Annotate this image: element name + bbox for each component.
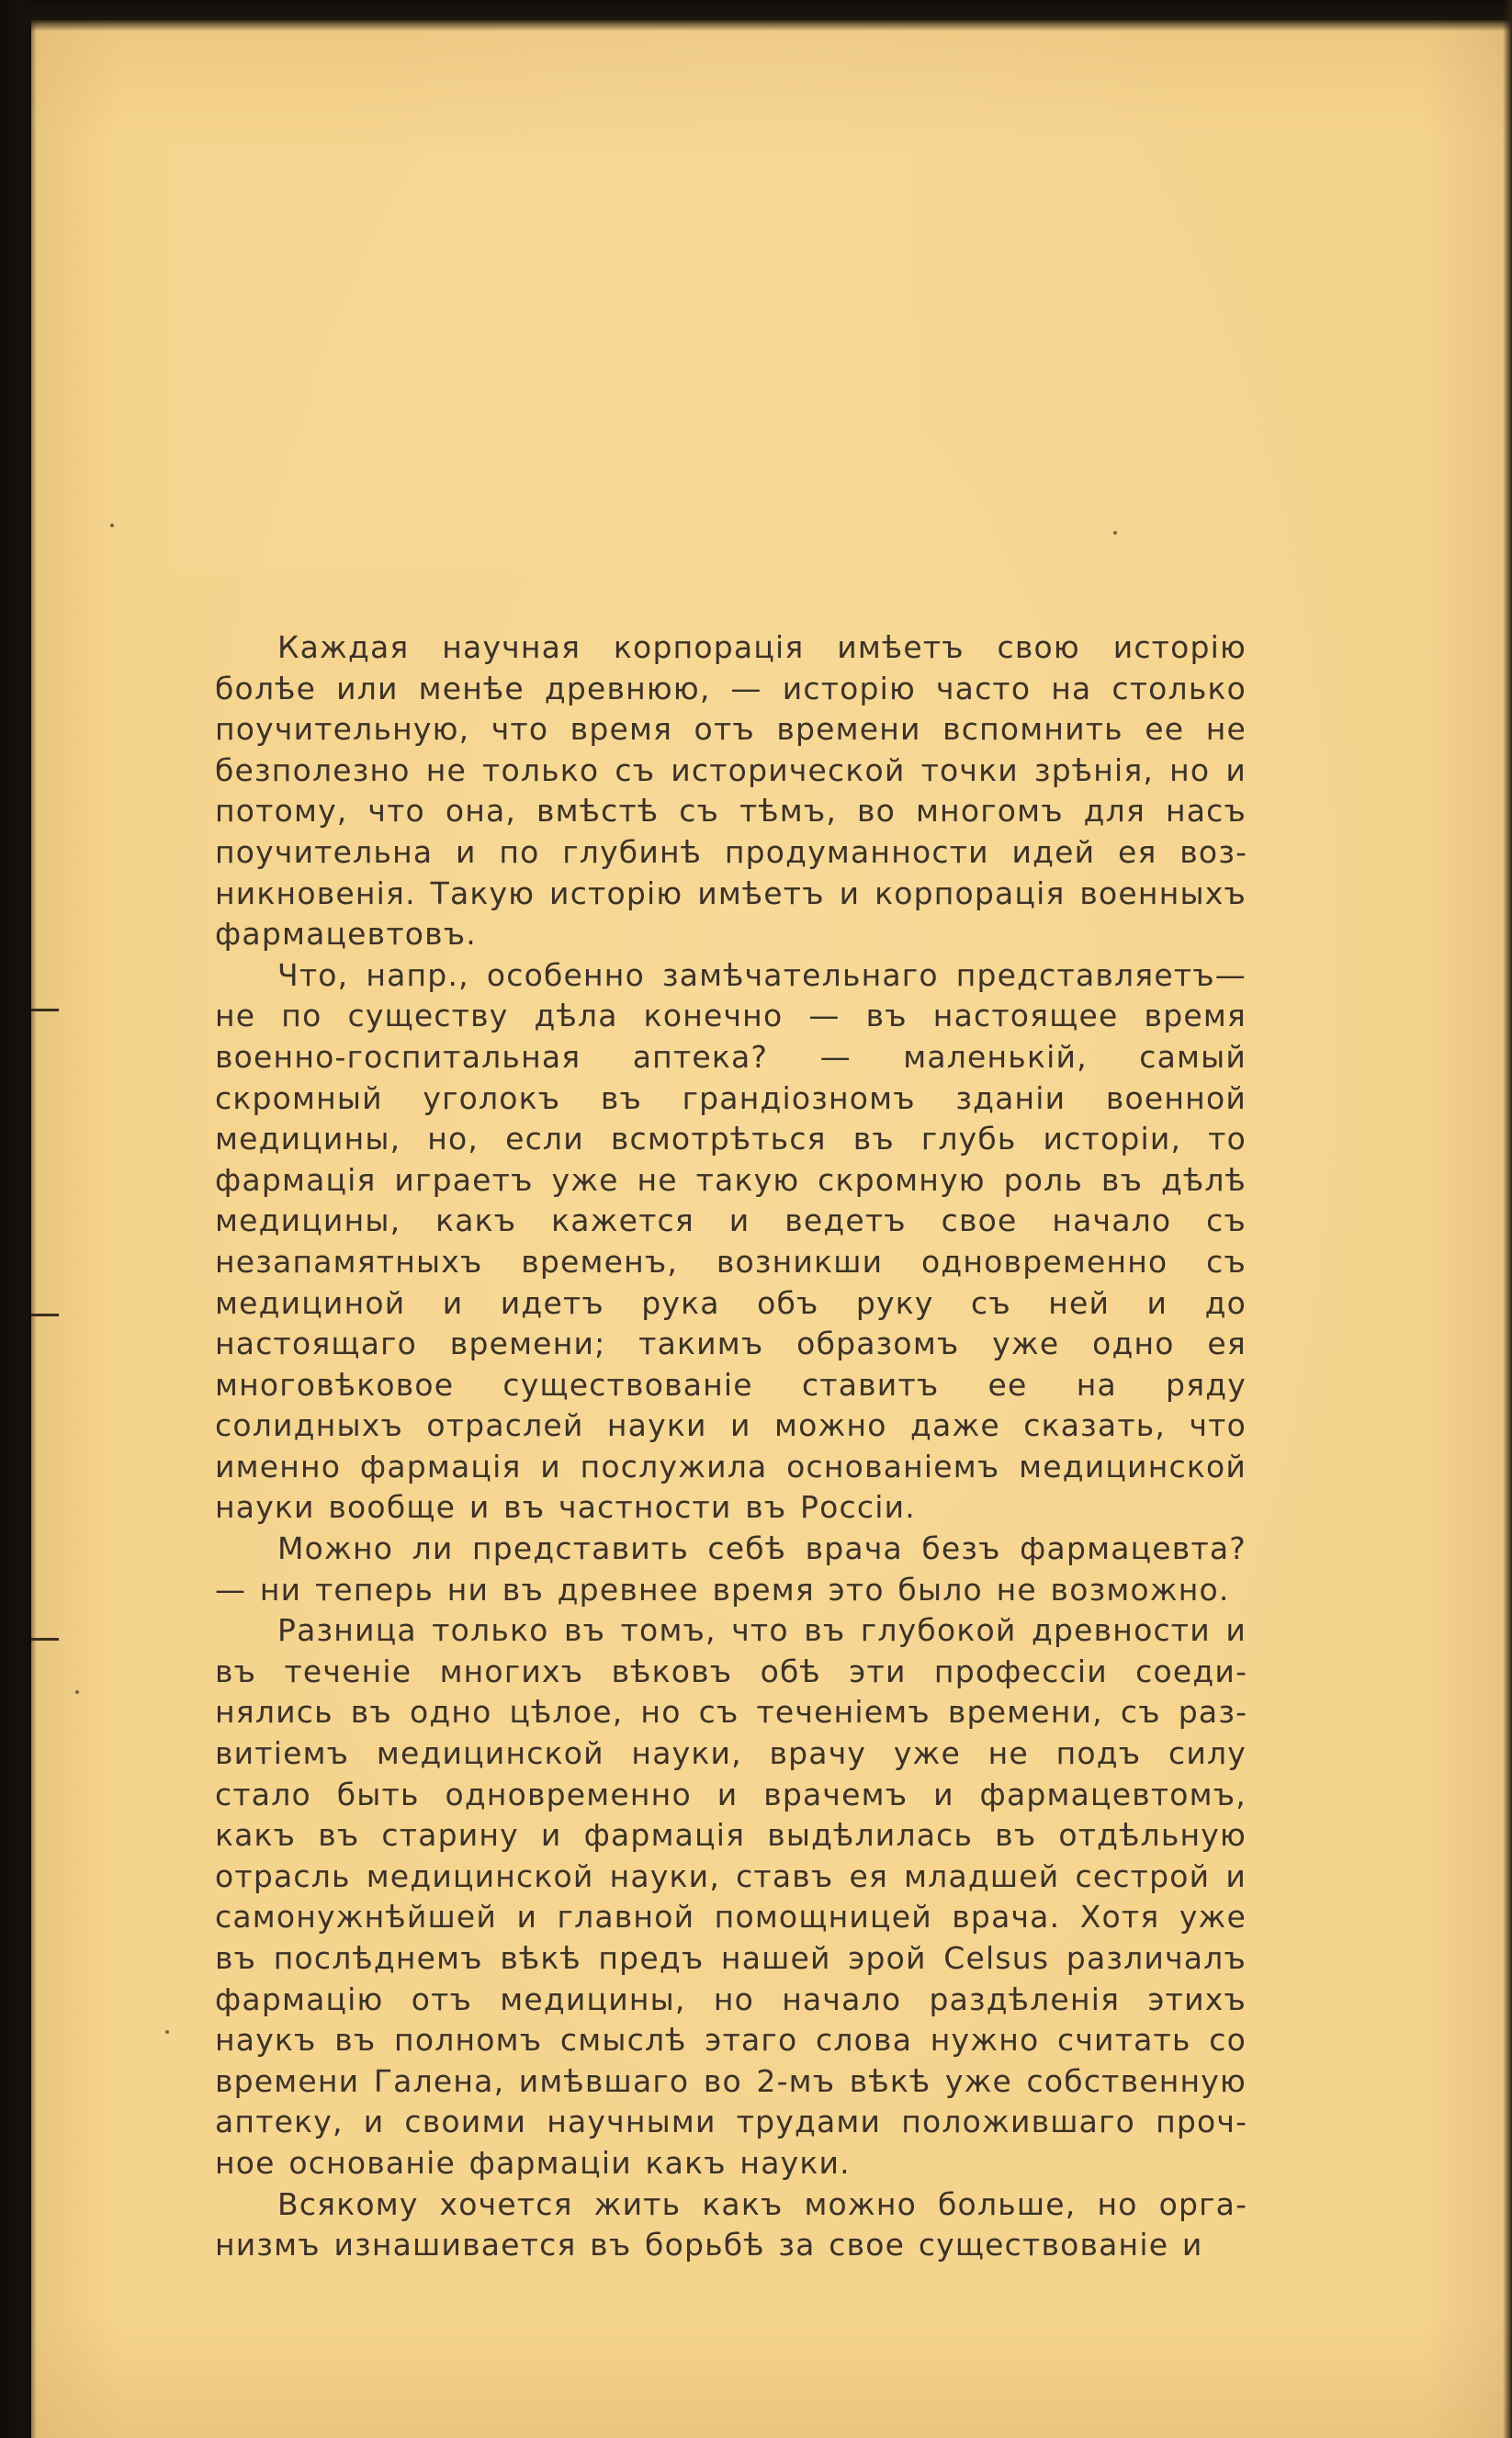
paragraph: Разница только въ томъ, что въ глубокой древности и въ теченіе многихъ вѣковъ обѣ эти профессіи соединялись въ одно цѣлое, но съ теченіемъ времени, съ развитіемъ медицинской науки, врачу уже не подъ силу стало быть одновременно и врачемъ и фармацевтомъ, какъ въ старину и фармація выдѣлилась въ отдѣльную отрасль медицинской науки, ставъ ея младшей сестрой и самонужнѣйшей и главной помощницей врача. Хотя уже въ послѣднемъ вѣкѣ предъ нашей эрой Celsus различалъ фармацію отъ медицины, но начало раздѣленія этихъ наукъ въ полномъ смыслѣ этаго слова нужно считать со времени Галена, имѣвшаго во 2-мъ вѣкѣ уже собственную аптеку, и своими научными трудами положившаго прочное основаніе фармаціи какъ науки.	[215, 1612, 1247, 2181]
margin-mark	[31, 1314, 59, 1316]
paper-speck	[1113, 531, 1117, 535]
paper-speck	[110, 524, 114, 527]
body-text	[215, 627, 1247, 2266]
scan-right-edge	[1503, 0, 1512, 2438]
paragraph: Всякому хочется жить какъ можно больше, но организмъ изнашивается въ борьбѣ за свое существованіе и	[215, 2185, 1247, 2263]
paper-speck	[165, 2030, 169, 2034]
paragraph: Можно ли представить себѣ врача безъ фармацевта? — ни теперь ни въ древнее время это было не возможно.	[215, 1530, 1247, 1608]
blank-area	[175, 147, 917, 570]
margin-mark	[31, 1638, 59, 1641]
paragraph: Каждая научная корпорація имѣетъ свою исторію болѣе или менѣе древнюю, — исторію часто на столько поучительную, что время отъ времени вспомнить ее не безполезно не только съ исторической точки зрѣнія, но и потому, что она, вмѣстѣ съ тѣмъ, во многомъ для насъ поучительна и по глубинѣ продуманности идей ея возникновенія. Такую исторію имѣетъ и корпорація военныхъ фармацевтовъ.	[215, 629, 1247, 953]
scan-left-edge	[0, 0, 37, 2438]
paragraph: Что, напр., особенно замѣчательнаго представляетъ— не по существу дѣла конечно — въ настоящее время военно-госпитальная аптека? — маленькій, самый скромный уголокъ въ грандіозномъ зданіи военной медицины, но, если всмотрѣться въ глубь исторіи, то фармація играетъ уже не такую скромную роль въ дѣлѣ медицины, какъ кажется и ведетъ свое начало съ незапамятныхъ временъ, возникши одновременно съ медициной и идетъ рука объ руку съ ней и до настоящаго времени; такимъ образомъ уже одно ея многовѣковое существованіе ставитъ ее на ряду солидныхъ отраслей науки и можно даже сказать, что именно фармація и послужила основаніемъ медицинской науки вообще и въ частности въ Россіи.	[215, 956, 1247, 1526]
paper-speck	[75, 1690, 79, 1694]
margin-mark	[31, 1009, 59, 1011]
scan-top-edge	[0, 0, 1512, 31]
